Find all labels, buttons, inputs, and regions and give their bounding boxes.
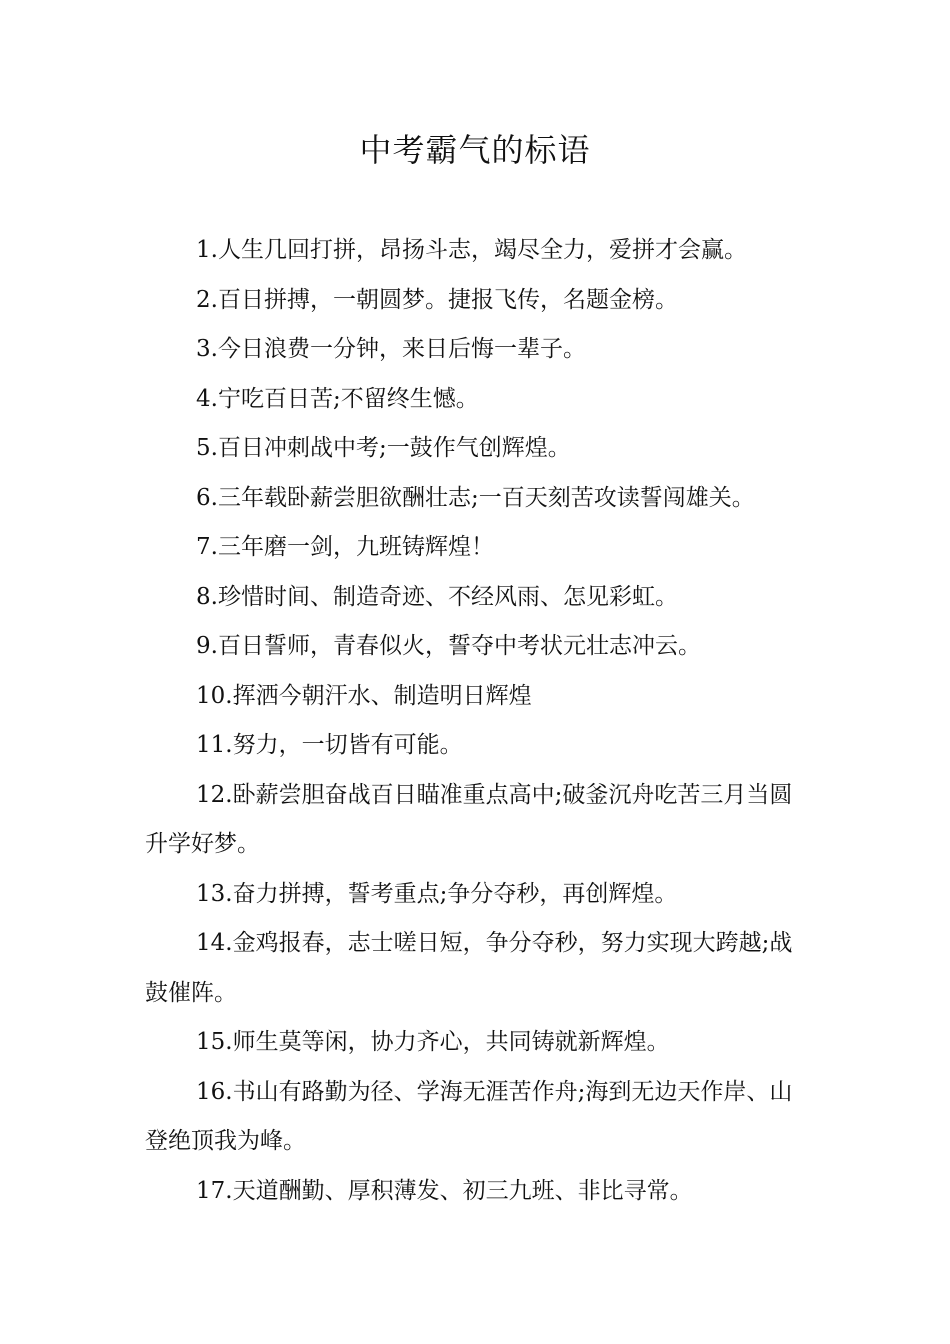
list-item: 14.金鸡报春，志士嗟日短，争分夺秒，努力实现大跨越;战鼓催阵。: [145, 930, 793, 1006]
list-item: 5.百日冲刺战中考;一鼓作气创辉煌。: [196, 435, 571, 461]
list-item: 11.努力，一切皆有可能。: [196, 732, 463, 758]
slogan-list: [145, 226, 810, 1216]
list-item: 8.珍惜时间、制造奇迹、不经风雨、怎见彩虹。: [196, 583, 678, 610]
list-item: 9.百日誓师，青春似火，誓夺中考状元壮志冲云。: [196, 633, 701, 659]
list-item: 17.天道酬勤、厚积薄发、初三九班、非比寻常。: [196, 1177, 693, 1204]
list-item: 16.书山有路勤为径、学海无涯苦作舟;海到无边天作岸、山登绝顶我为峰。: [145, 1078, 793, 1154]
list-item: 15.师生莫等闲，协力齐心，共同铸就新辉煌。: [196, 1029, 670, 1055]
list-item: 13.奋力拼搏，誓考重点;争分夺秒，再创辉煌。: [196, 880, 678, 907]
page-title: 中考霸气的标语: [359, 131, 591, 169]
list-item: 12.卧薪尝胆奋战百日瞄准重点高中;破釜沉舟吃苦三月当圆升学好梦。: [145, 781, 793, 857]
list-item: 2.百日拼搏，一朝圆梦。捷报飞传，名题金榜。: [196, 286, 678, 313]
list-item: 3.今日浪费一分钟，来日后悔一辈子。: [196, 336, 586, 362]
list-item: 1.人生几回打拼，昂扬斗志，竭尽全力，爱拼才会赢。: [196, 237, 747, 263]
list-item: 10.挥洒今朝汗水、制造明日辉煌: [196, 682, 532, 709]
list-item: 4.宁吃百日苦;不留终生憾。: [196, 385, 479, 412]
list-item: 7.三年磨一剑，九班铸辉煌！: [196, 534, 494, 560]
list-item: 6.三年载卧薪尝胆欲酬壮志;一百天刻苦攻读誓闯雄关。: [196, 484, 755, 511]
